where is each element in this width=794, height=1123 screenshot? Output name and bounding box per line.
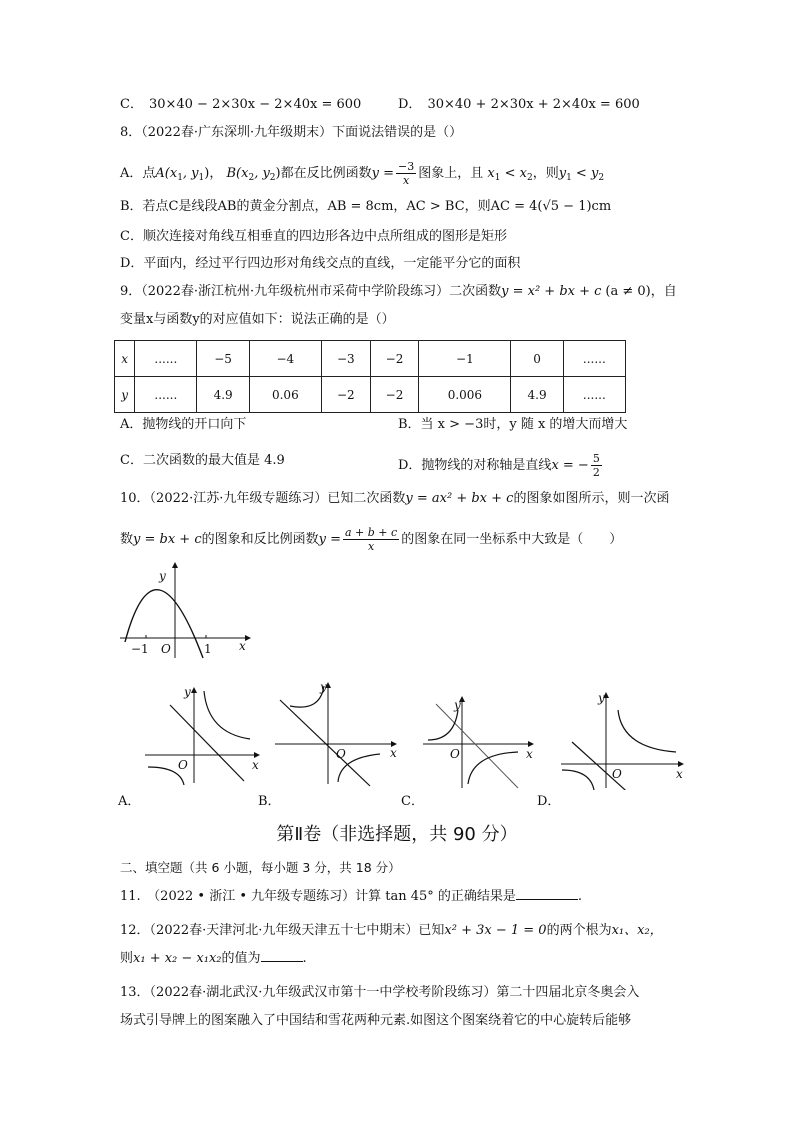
table-cell: −5 [197, 341, 249, 377]
section-two-heading: 二、填空题（共 6 小题，每小题 3 分，共 18 分） [120, 860, 401, 875]
q8-option-c: C．顺次连接对角线互相垂直的四边形各边中点所组成的图形是矩形 [120, 229, 507, 244]
option-b-graph [270, 678, 400, 788]
q9-stem-line2: 变量x与函数y的对应值如下：说法正确的是（） [120, 312, 395, 327]
q9-option-b: B．当 x > −3时，y 随 x 的增大而增大 [398, 417, 628, 432]
table-cell: −2 [370, 377, 419, 413]
option-a-graph [140, 683, 265, 788]
axis-y-label: y [184, 685, 191, 699]
q13-line2: 场式引导牌上的图案融入了中国结和雪花两种元素.如图这个图案绕着它的中心旋转后能够 [120, 1013, 632, 1028]
q8-option-b: B．若点C是线段AB的黄金分割点，AB = 8cm，AC > BC，则AC = 4(√5 − 1)cm [120, 199, 612, 214]
part-two-heading: 第Ⅱ卷（非选择题，共 90 分） [276, 824, 518, 845]
q13-line1: 13．（2022春·湖北武汉·九年级武汉市第十一中学校考阶段练习）第二十四届北京冬奥会入 [120, 985, 640, 1000]
option-b-label: B． [258, 794, 281, 809]
table-cell: x [115, 341, 135, 377]
table-cell: −3 [321, 341, 370, 377]
axis-x-label: x [676, 767, 683, 781]
table-cell: 4.9 [511, 377, 563, 413]
graph-x-label: x [239, 639, 246, 653]
axis-origin-label: O [450, 747, 460, 761]
q10-stem-line2: 数y = bx + c的图象和反比例函数y = $\frac{a + b + c}{x}$ 的图象在同一坐标系中大致是（ ） [120, 526, 623, 553]
table-cell: −1 [419, 341, 511, 377]
axis-origin-label: O [178, 758, 188, 772]
axis-origin-label: O [612, 767, 622, 781]
axis-origin-label: O [336, 747, 346, 761]
table-row-y [115, 377, 626, 413]
table-cell: ...... [563, 341, 625, 377]
option-d-graph [558, 690, 688, 790]
q10-stem-line1: 10．（2022·江苏·九年级专题练习）已知二次函数y = ax² + bx + c的图象如图所示，则一次函 [120, 491, 670, 506]
graph-neg1-label: −1 [131, 642, 149, 656]
q7-option-c: C． 30×40 − 2×30x − 2×40x = 600 [120, 97, 362, 112]
graph-one-label: 1 [204, 642, 212, 656]
option-a-label: A． [118, 794, 141, 809]
table-cell: −4 [249, 341, 321, 377]
table-cell: y [115, 377, 135, 413]
table-cell: 0 [511, 341, 563, 377]
q9-option-d: D．抛物线的对称轴是直线x = − $\frac{5}{2}$ [398, 452, 600, 479]
answer-blank [261, 961, 303, 962]
q9-option-a: A．抛物线的开口向下 [120, 417, 247, 432]
axis-y-label: y [454, 698, 461, 712]
q8-stem: 8．（2022春·广东深圳·九年级期末）下面说法错误的是（） [120, 125, 463, 140]
graph-origin-label: O [161, 642, 171, 656]
q8-option-d: D．平面内，经过平行四边形对角线交点的直线，一定能平分它的面积 [120, 256, 521, 271]
table-cell: 4.9 [197, 377, 249, 413]
axis-x-label: x [252, 758, 259, 772]
axis-y-label: y [320, 680, 327, 694]
axis-x-label: x [390, 746, 397, 760]
axis-x-label: x [526, 747, 533, 761]
answer-blank [516, 899, 578, 900]
q9-option-c: C．二次函数的最大值是 4.9 [120, 453, 285, 468]
q8-option-a: A．点$A(x_1$, $y_1$)， $B(x_2$, $y_2$)都在反比例函数y = $\frac{-3}{x}$ 图象上，且 $x_1 < x_2$，则$y_1 < y_2$ [120, 160, 605, 187]
option-d-label: D． [537, 794, 561, 809]
table-cell: ...... [135, 341, 197, 377]
table-cell: ...... [563, 377, 625, 413]
table-cell: ...... [135, 377, 197, 413]
q12-line1: 12．（2022春·天津河北·九年级天津五十七中期末）已知x² + 3x − 1 = 0的两个根为x₁、x₂， [120, 923, 663, 938]
q7-option-d: D． 30×40 + 2×30x + 2×40x = 600 [398, 97, 640, 112]
graph-y-label: y [159, 569, 166, 583]
axis-y-label: y [598, 691, 605, 705]
table-cell: −2 [370, 341, 419, 377]
table-cell: 0.06 [249, 377, 321, 413]
option-c-label: C． [401, 794, 424, 809]
table-row-x [115, 341, 626, 377]
q11: 11. （2022 • 浙江 • 九年级专题练习）计算 tan 45° 的正确结果是 . [120, 889, 583, 904]
table-cell: −2 [321, 377, 370, 413]
option-c-graph [418, 692, 536, 790]
q9-value-table [114, 340, 626, 413]
q9-stem-line1: 9．（2022春·浙江杭州·九年级杭州市采荷中学阶段练习）二次函数y = x² + bx + c (a ≠ 0)，自 [120, 284, 677, 299]
table-cell: 0.006 [419, 377, 511, 413]
parabola-graph [115, 560, 255, 660]
q12-line2: 则x₁ + x₂ − x₁x₂的值为 . [120, 951, 307, 966]
